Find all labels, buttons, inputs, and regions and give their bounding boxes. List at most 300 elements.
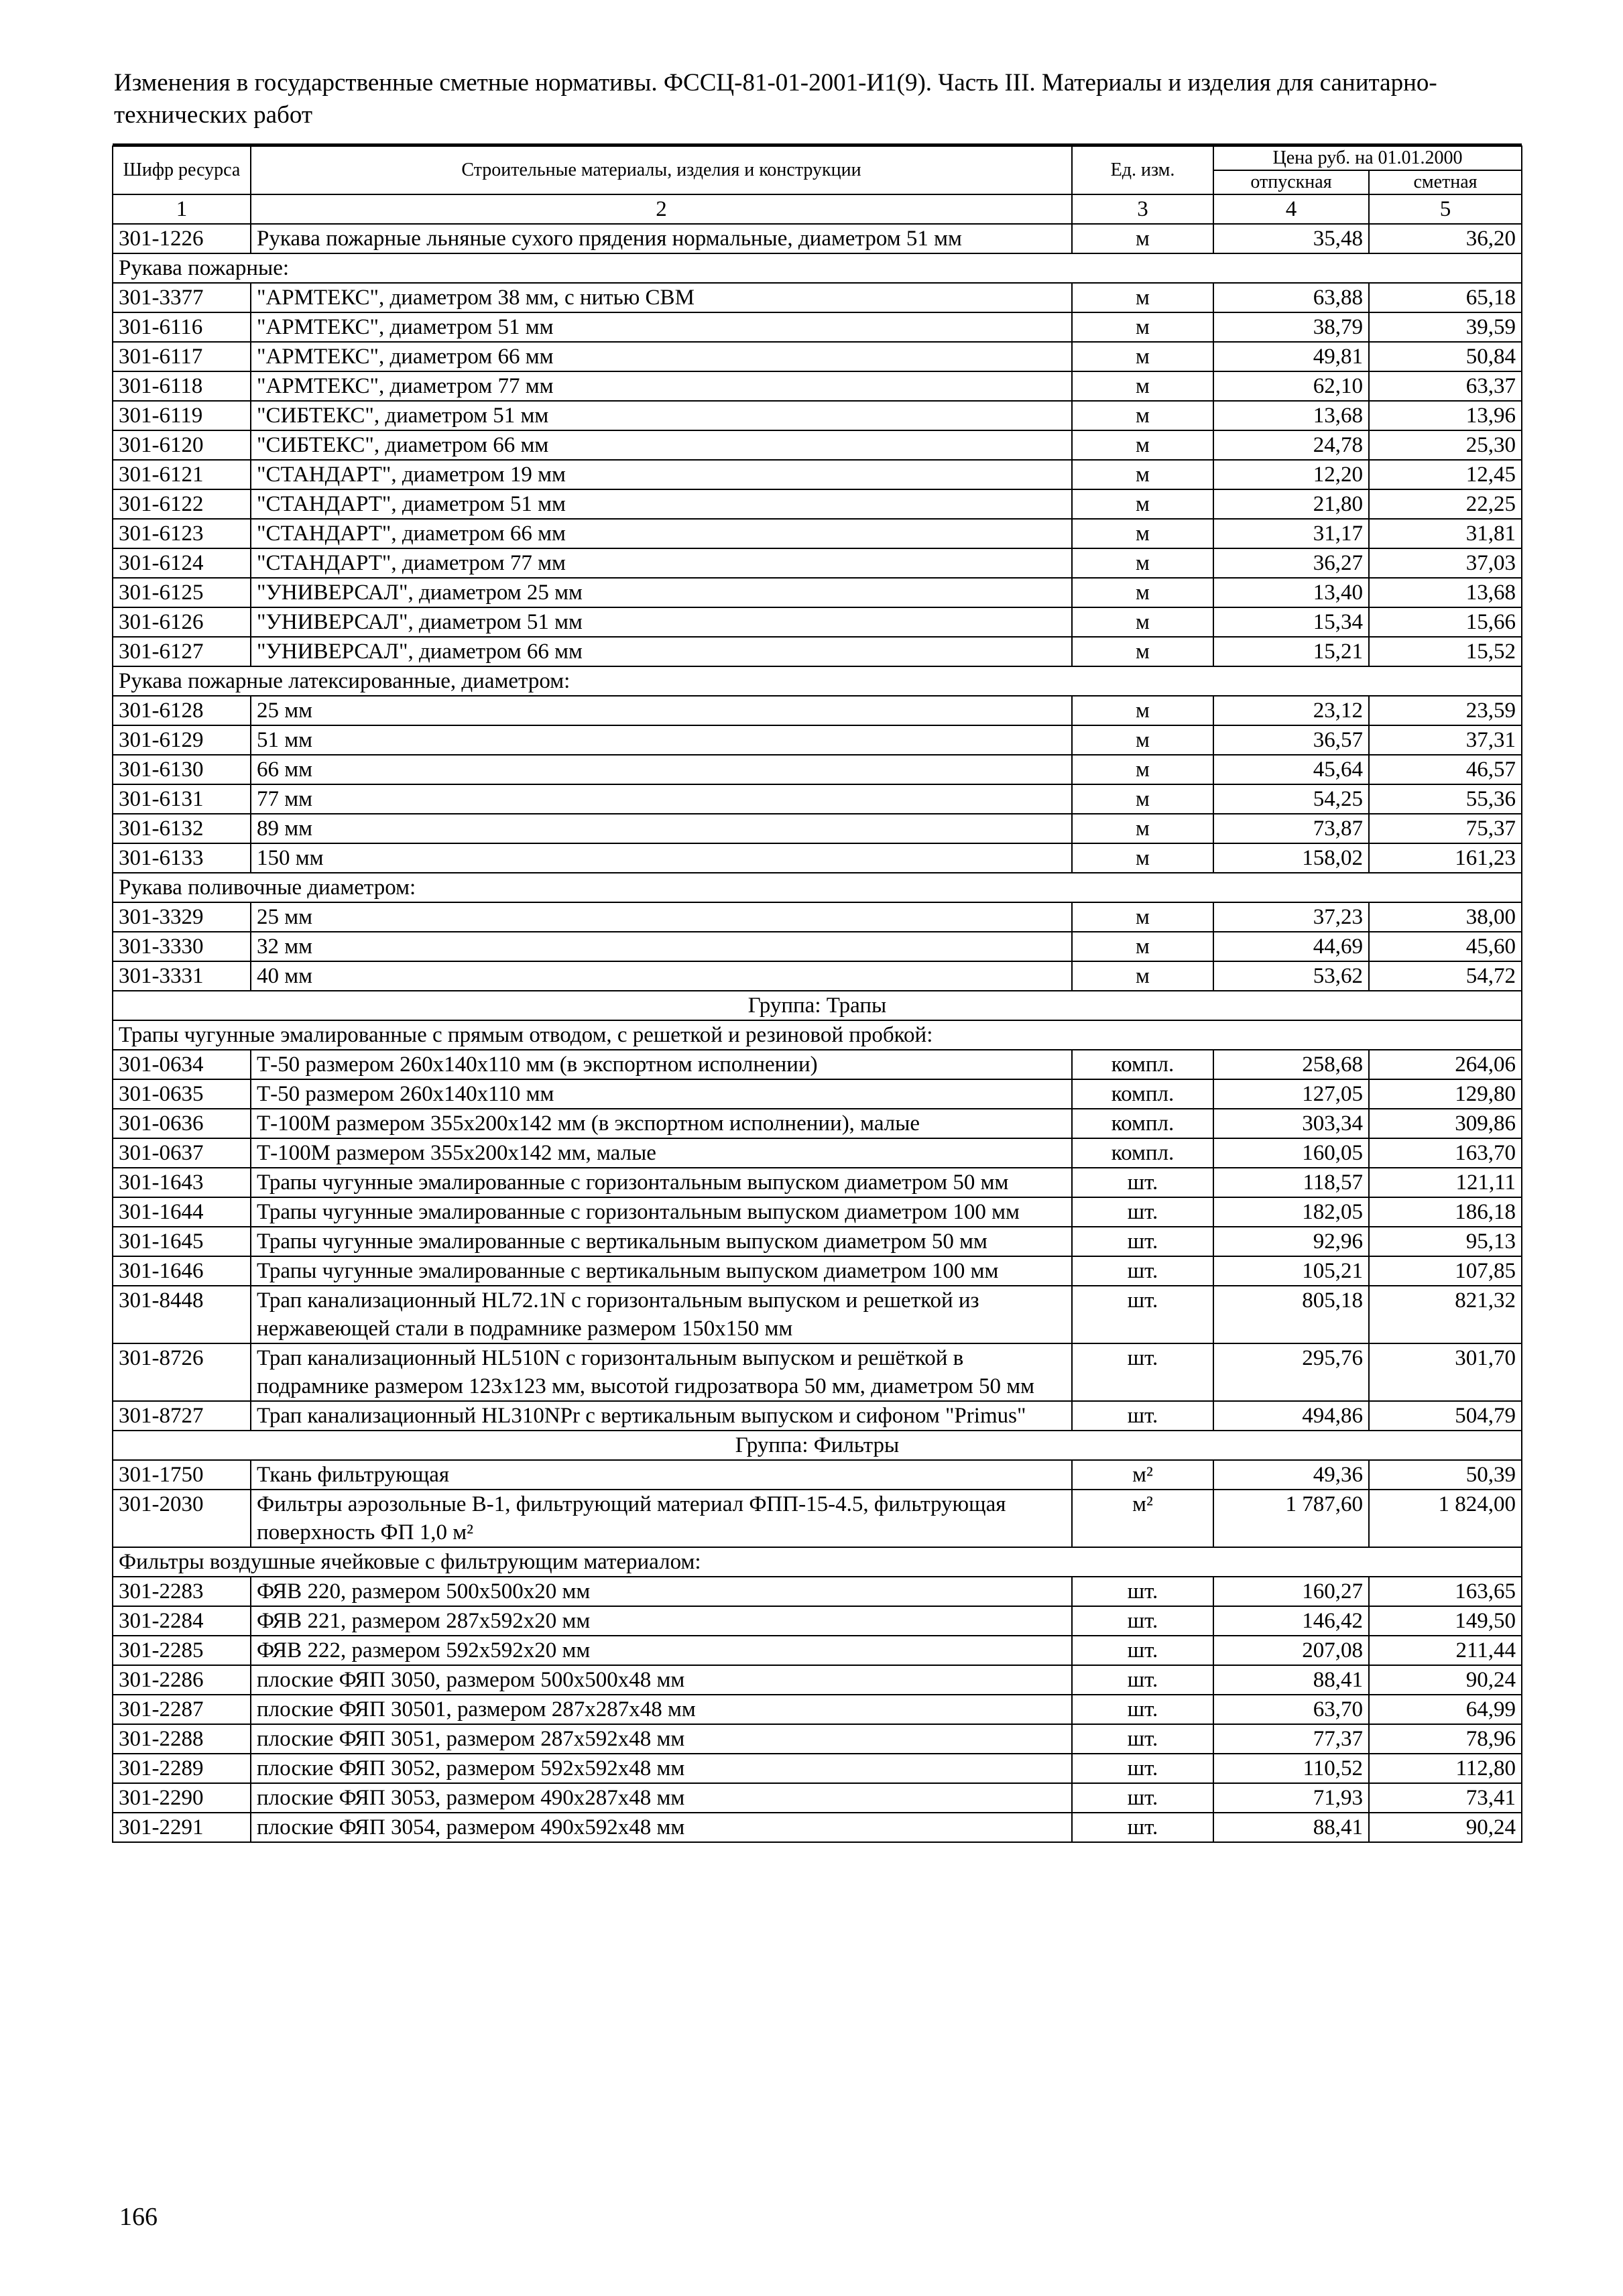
price-release-cell: 182,05 [1213,1197,1369,1227]
materials-table [112,145,1522,1843]
table-row [113,1343,1522,1401]
resource-code-cell: 301-6121 [113,460,251,489]
resource-code-cell: 301-8448 [113,1286,251,1343]
table-row [113,1197,1522,1227]
unit-cell: компл. [1072,1079,1213,1109]
price-release-cell: 105,21 [1213,1256,1369,1286]
resource-code-cell: 301-2291 [113,1813,251,1842]
table-row [113,519,1522,548]
material-name-cell: "СИБТЕКС", диаметром 66 мм [251,430,1072,460]
material-name-cell: 66 мм [251,755,1072,784]
table-row [113,1138,1522,1168]
price-estimate-cell: 121,11 [1369,1168,1522,1197]
material-name-cell: 25 мм [251,696,1072,725]
resource-code-cell: 301-8727 [113,1401,251,1431]
table-row [113,961,1522,991]
resource-code-cell: 301-6122 [113,489,251,519]
unit-cell: м [1072,430,1213,460]
price-estimate-cell: 73,41 [1369,1783,1522,1813]
unit-cell: компл. [1072,1109,1213,1138]
price-release-cell: 1 787,60 [1213,1490,1369,1547]
table-row [113,755,1522,784]
resource-code-cell: 301-6132 [113,814,251,843]
subheading-row [113,1547,1522,1577]
resource-code-cell: 301-6128 [113,696,251,725]
material-name-cell: 51 мм [251,725,1072,755]
material-name-cell: плоские ФЯП 3053, размером 490x287x48 мм [251,1783,1072,1813]
unit-cell: шт. [1072,1813,1213,1842]
material-name-cell: Трап канализационный HL310NPr с вертикальным выпуском и сифоном "Primus" [251,1401,1072,1431]
price-estimate-cell: 107,85 [1369,1256,1522,1286]
unit-cell: шт. [1072,1724,1213,1754]
material-name-cell: "СТАНДАРТ", диаметром 77 мм [251,548,1072,578]
price-release-cell: 118,57 [1213,1168,1369,1197]
material-name-cell: "СИБТЕКС", диаметром 51 мм [251,401,1072,430]
table-row [113,460,1522,489]
resource-code-cell: 301-1750 [113,1460,251,1490]
table-row [113,1490,1522,1547]
unit-cell: шт. [1072,1783,1213,1813]
table-row [113,1168,1522,1197]
material-name-cell: 89 мм [251,814,1072,843]
table-row [113,1079,1522,1109]
price-release-cell: 36,57 [1213,725,1369,755]
header-unit: Ед. изм. [1072,146,1213,194]
price-release-cell: 53,62 [1213,961,1369,991]
table-row [113,342,1522,371]
price-release-cell: 146,42 [1213,1606,1369,1636]
unit-cell: шт. [1072,1606,1213,1636]
unit-cell: шт. [1072,1168,1213,1197]
price-release-cell: 160,27 [1213,1577,1369,1606]
price-release-cell: 13,68 [1213,401,1369,430]
table-row [113,784,1522,814]
material-name-cell: 150 мм [251,843,1072,873]
group-heading-row [113,991,1522,1020]
price-estimate-cell: 36,20 [1369,224,1522,253]
table-row [113,1813,1522,1842]
price-estimate-cell: 22,25 [1369,489,1522,519]
price-estimate-cell: 63,37 [1369,371,1522,401]
table-row [113,814,1522,843]
unit-cell: шт. [1072,1343,1213,1401]
table-row [113,1256,1522,1286]
header-price: Цена руб. на 01.01.2000 [1213,146,1522,170]
resource-code-cell: 301-6133 [113,843,251,873]
material-name-cell: "АРМТЕКС", диаметром 51 мм [251,312,1072,342]
resource-code-cell: 301-6118 [113,371,251,401]
material-name-cell: плоские ФЯП 3054, размером 490x592x48 мм [251,1813,1072,1842]
material-name-cell: "СТАНДАРТ", диаметром 19 мм [251,460,1072,489]
resource-code-cell: 301-1643 [113,1168,251,1197]
subheading: Трапы чугунные эмалированные с прямым отводом, с решеткой и резиновой пробкой: [113,1020,1522,1050]
price-release-cell: 127,05 [1213,1079,1369,1109]
price-estimate-cell: 13,96 [1369,401,1522,430]
price-release-cell: 37,23 [1213,902,1369,932]
resource-code-cell: 301-6126 [113,607,251,637]
material-name-cell: "УНИВЕРСАЛ", диаметром 51 мм [251,607,1072,637]
material-name-cell: "СТАНДАРТ", диаметром 66 мм [251,519,1072,548]
price-release-cell: 62,10 [1213,371,1369,401]
price-estimate-cell: 64,99 [1369,1695,1522,1724]
material-name-cell: плоские ФЯП 30501, размером 287x287x48 мм [251,1695,1072,1724]
unit-cell: м [1072,607,1213,637]
price-release-cell: 23,12 [1213,696,1369,725]
resource-code-cell: 301-3330 [113,932,251,961]
price-release-cell: 77,37 [1213,1724,1369,1754]
table-row [113,371,1522,401]
unit-cell: м [1072,283,1213,312]
table-row [113,548,1522,578]
group-heading-row [113,1431,1522,1460]
table-row [113,1577,1522,1606]
price-release-cell: 38,79 [1213,312,1369,342]
unit-cell: шт. [1072,1286,1213,1343]
table-row [113,224,1522,253]
header-code: Шифр ресурса [113,146,251,194]
column-number: 4 [1213,194,1369,224]
table-row [113,401,1522,430]
resource-code-cell: 301-6119 [113,401,251,430]
resource-code-cell: 301-0636 [113,1109,251,1138]
resource-code-cell: 301-3331 [113,961,251,991]
resource-code-cell: 301-2287 [113,1695,251,1724]
unit-cell: м [1072,489,1213,519]
unit-cell: м [1072,401,1213,430]
price-release-cell: 303,34 [1213,1109,1369,1138]
resource-code-cell: 301-6131 [113,784,251,814]
material-name-cell: 40 мм [251,961,1072,991]
price-release-cell: 54,25 [1213,784,1369,814]
price-estimate-cell: 149,50 [1369,1606,1522,1636]
table-body [113,224,1522,1842]
table-row [113,1724,1522,1754]
material-name-cell: Трапы чугунные эмалированные с вертикальным выпуском диаметром 50 мм [251,1227,1072,1256]
unit-cell: компл. [1072,1138,1213,1168]
price-release-cell: 73,87 [1213,814,1369,843]
resource-code-cell: 301-6124 [113,548,251,578]
resource-code-cell: 301-1644 [113,1197,251,1227]
price-estimate-cell: 12,45 [1369,460,1522,489]
price-release-cell: 21,80 [1213,489,1369,519]
unit-cell: м [1072,843,1213,873]
header-price-estimate: сметная [1369,170,1522,194]
table-row [113,1227,1522,1256]
material-name-cell: "СТАНДАРТ", диаметром 51 мм [251,489,1072,519]
resource-code-cell: 301-6116 [113,312,251,342]
unit-cell: компл. [1072,1050,1213,1079]
unit-cell: м [1072,371,1213,401]
resource-code-cell: 301-6130 [113,755,251,784]
unit-cell: м² [1072,1460,1213,1490]
table-row [113,1109,1522,1138]
resource-code-cell: 301-2284 [113,1606,251,1636]
table-row [113,637,1522,666]
group-heading: Группа: Фильтры [113,1431,1522,1460]
table-row [113,725,1522,755]
table-row [113,902,1522,932]
price-estimate-cell: 31,81 [1369,519,1522,548]
price-estimate-cell: 90,24 [1369,1813,1522,1842]
price-estimate-cell: 55,36 [1369,784,1522,814]
unit-cell: шт. [1072,1577,1213,1606]
subheading: Фильтры воздушные ячейковые с фильтрующим материалом: [113,1547,1522,1577]
price-estimate-cell: 65,18 [1369,283,1522,312]
price-estimate-cell: 78,96 [1369,1724,1522,1754]
price-release-cell: 494,86 [1213,1401,1369,1431]
material-name-cell: ФЯВ 220, размером 500x500x20 мм [251,1577,1072,1606]
resource-code-cell: 301-6120 [113,430,251,460]
price-estimate-cell: 309,86 [1369,1109,1522,1138]
price-estimate-cell: 821,32 [1369,1286,1522,1343]
resource-code-cell: 301-8726 [113,1343,251,1401]
price-release-cell: 110,52 [1213,1754,1369,1783]
table-row [113,312,1522,342]
price-estimate-cell: 13,68 [1369,578,1522,607]
group-heading: Группа: Трапы [113,991,1522,1020]
table-row [113,1050,1522,1079]
resource-code-cell: 301-6123 [113,519,251,548]
subheading: Рукава поливочные диаметром: [113,873,1522,902]
price-release-cell: 295,76 [1213,1343,1369,1401]
resource-code-cell: 301-1226 [113,224,251,253]
unit-cell: м [1072,312,1213,342]
column-number: 3 [1072,194,1213,224]
price-release-cell: 31,17 [1213,519,1369,548]
price-release-cell: 49,81 [1213,342,1369,371]
resource-code-cell: 301-3377 [113,283,251,312]
material-name-cell: Т-50 размером 260x140x110 мм (в экспортном исполнении) [251,1050,1072,1079]
unit-cell: м [1072,548,1213,578]
resource-code-cell: 301-0637 [113,1138,251,1168]
unit-cell: шт. [1072,1197,1213,1227]
resource-code-cell: 301-1646 [113,1256,251,1286]
price-estimate-cell: 25,30 [1369,430,1522,460]
price-estimate-cell: 54,72 [1369,961,1522,991]
price-estimate-cell: 161,23 [1369,843,1522,873]
table-row [113,1460,1522,1490]
price-release-cell: 13,40 [1213,578,1369,607]
column-number-row [113,194,1522,224]
material-name-cell: "УНИВЕРСАЛ", диаметром 25 мм [251,578,1072,607]
table-row [113,578,1522,607]
table-row [113,932,1522,961]
column-number: 2 [251,194,1072,224]
page-header-title: Изменения в государственные сметные нормативы. ФССЦ-81-01-2001-И1(9). Часть III. Материалы и изделия для санитарно-технических работ [114,69,1437,129]
unit-cell: шт. [1072,1665,1213,1695]
table-row [113,1754,1522,1783]
table-row [113,696,1522,725]
resource-code-cell: 301-0635 [113,1079,251,1109]
material-name-cell: Рукава пожарные льняные сухого прядения нормальные, диаметром 51 мм [251,224,1072,253]
price-release-cell: 158,02 [1213,843,1369,873]
price-estimate-cell: 50,39 [1369,1460,1522,1490]
table-row [113,843,1522,873]
price-estimate-cell: 504,79 [1369,1401,1522,1431]
price-estimate-cell: 37,31 [1369,725,1522,755]
resource-code-cell: 301-6125 [113,578,251,607]
price-release-cell: 45,64 [1213,755,1369,784]
price-release-cell: 207,08 [1213,1636,1369,1665]
table-row [113,430,1522,460]
resource-code-cell: 301-2289 [113,1754,251,1783]
resource-code-cell: 301-2288 [113,1724,251,1754]
unit-cell: м [1072,637,1213,666]
unit-cell: шт. [1072,1256,1213,1286]
price-release-cell: 24,78 [1213,430,1369,460]
price-release-cell: 71,93 [1213,1783,1369,1813]
price-estimate-cell: 15,66 [1369,607,1522,637]
unit-cell: м [1072,578,1213,607]
price-release-cell: 258,68 [1213,1050,1369,1079]
unit-cell: м [1072,460,1213,489]
material-name-cell: "УНИВЕРСАЛ", диаметром 66 мм [251,637,1072,666]
resource-code-cell: 301-1645 [113,1227,251,1256]
material-name-cell: "АРМТЕКС", диаметром 38 мм, с нитью СВМ [251,283,1072,312]
resource-code-cell: 301-3329 [113,902,251,932]
material-name-cell: Трап канализационный HL510N с горизонтальным выпуском и решёткой в подрамнике размером 123x123 мм, высотой гидрозатвора 50 мм, диаметром 50 мм [251,1343,1072,1401]
price-estimate-cell: 211,44 [1369,1636,1522,1665]
material-name-cell: Ткань фильтрующая [251,1460,1072,1490]
unit-cell: м [1072,725,1213,755]
price-release-cell: 12,20 [1213,460,1369,489]
price-release-cell: 805,18 [1213,1286,1369,1343]
resource-code-cell: 301-6129 [113,725,251,755]
unit-cell: м² [1072,1490,1213,1547]
price-estimate-cell: 50,84 [1369,342,1522,371]
column-number: 5 [1369,194,1522,224]
unit-cell: шт. [1072,1695,1213,1724]
material-name-cell: Т-100М размером 355x200x142 мм, малые [251,1138,1072,1168]
resource-code-cell: 301-2290 [113,1783,251,1813]
unit-cell: м [1072,902,1213,932]
material-name-cell: Трапы чугунные эмалированные с вертикальным выпуском диаметром 100 мм [251,1256,1072,1286]
price-estimate-cell: 46,57 [1369,755,1522,784]
material-name-cell: 25 мм [251,902,1072,932]
subheading-row [113,873,1522,902]
price-release-cell: 160,05 [1213,1138,1369,1168]
unit-cell: м [1072,755,1213,784]
price-estimate-cell: 301,70 [1369,1343,1522,1401]
price-release-cell: 88,41 [1213,1665,1369,1695]
table-row [113,283,1522,312]
price-estimate-cell: 75,37 [1369,814,1522,843]
price-estimate-cell: 39,59 [1369,312,1522,342]
price-release-cell: 15,21 [1213,637,1369,666]
price-estimate-cell: 129,80 [1369,1079,1522,1109]
unit-cell: м [1072,224,1213,253]
table-row [113,1401,1522,1431]
material-name-cell: плоские ФЯП 3051, размером 287x592x48 мм [251,1724,1072,1754]
price-release-cell: 49,36 [1213,1460,1369,1490]
unit-cell: шт. [1072,1636,1213,1665]
price-release-cell: 44,69 [1213,932,1369,961]
material-name-cell: "АРМТЕКС", диаметром 66 мм [251,342,1072,371]
material-name-cell: плоские ФЯП 3050, размером 500x500x48 мм [251,1665,1072,1695]
subheading: Рукава пожарные: [113,253,1522,283]
price-estimate-cell: 1 824,00 [1369,1490,1522,1547]
price-estimate-cell: 23,59 [1369,696,1522,725]
price-release-cell: 92,96 [1213,1227,1369,1256]
price-estimate-cell: 264,06 [1369,1050,1522,1079]
unit-cell: м [1072,814,1213,843]
subheading: Рукава пожарные латексированные, диаметром: [113,666,1522,696]
table-row [113,1783,1522,1813]
table-row [113,607,1522,637]
material-name-cell: ФЯВ 221, размером 287x592x20 мм [251,1606,1072,1636]
resource-code-cell: 301-0634 [113,1050,251,1079]
price-estimate-cell: 163,70 [1369,1138,1522,1168]
unit-cell: м [1072,519,1213,548]
unit-cell: м [1072,784,1213,814]
table-row [113,1695,1522,1724]
page-number: 166 [119,2203,158,2231]
unit-cell: м [1072,961,1213,991]
header-name: Строительные материалы, изделия и конструкции [251,146,1072,194]
table-row [113,1606,1522,1636]
unit-cell: м [1072,932,1213,961]
material-name-cell: 32 мм [251,932,1072,961]
price-estimate-cell: 90,24 [1369,1665,1522,1695]
material-name-cell: ФЯВ 222, размером 592x592x20 мм [251,1636,1072,1665]
material-name-cell: 77 мм [251,784,1072,814]
subheading-row [113,253,1522,283]
resource-code-cell: 301-2286 [113,1665,251,1695]
resource-code-cell: 301-6117 [113,342,251,371]
price-estimate-cell: 38,00 [1369,902,1522,932]
material-name-cell: Фильтры аэрозольные В-1, фильтрующий материал ФПП-15-4.5, фильтрующая поверхность ФП 1,0 м² [251,1490,1072,1547]
unit-cell: шт. [1072,1401,1213,1431]
price-release-cell: 36,27 [1213,548,1369,578]
table-row [113,489,1522,519]
price-release-cell: 88,41 [1213,1813,1369,1842]
price-estimate-cell: 15,52 [1369,637,1522,666]
price-estimate-cell: 112,80 [1369,1754,1522,1783]
price-release-cell: 63,88 [1213,283,1369,312]
unit-cell: шт. [1072,1227,1213,1256]
unit-cell: шт. [1072,1754,1213,1783]
material-name-cell: Трапы чугунные эмалированные с горизонтальным выпуском диаметром 100 мм [251,1197,1072,1227]
price-estimate-cell: 186,18 [1369,1197,1522,1227]
material-name-cell: плоские ФЯП 3052, размером 592x592x48 мм [251,1754,1072,1783]
resource-code-cell: 301-2285 [113,1636,251,1665]
column-number: 1 [113,194,251,224]
material-name-cell: "АРМТЕКС", диаметром 77 мм [251,371,1072,401]
subheading-row [113,1020,1522,1050]
price-release-cell: 63,70 [1213,1695,1369,1724]
table-row [113,1286,1522,1343]
price-estimate-cell: 95,13 [1369,1227,1522,1256]
header-price-release: отпускная [1213,170,1369,194]
material-name-cell: Трап канализационный HL72.1N с горизонтальным выпуском и решеткой из нержавеющей стали в подрамнике размером 150x150 мм [251,1286,1072,1343]
table-row [113,1636,1522,1665]
subheading-row [113,666,1522,696]
resource-code-cell: 301-2030 [113,1490,251,1547]
material-name-cell: Т-50 размером 260x140x110 мм [251,1079,1072,1109]
resource-code-cell: 301-2283 [113,1577,251,1606]
price-release-cell: 35,48 [1213,224,1369,253]
resource-code-cell: 301-6127 [113,637,251,666]
price-estimate-cell: 45,60 [1369,932,1522,961]
unit-cell: м [1072,342,1213,371]
price-release-cell: 15,34 [1213,607,1369,637]
material-name-cell: Т-100М размером 355x200x142 мм (в экспортном исполнении), малые [251,1109,1072,1138]
price-estimate-cell: 163,65 [1369,1577,1522,1606]
price-estimate-cell: 37,03 [1369,548,1522,578]
material-name-cell: Трапы чугунные эмалированные с горизонтальным выпуском диаметром 50 мм [251,1168,1072,1197]
table-row [113,1665,1522,1695]
unit-cell: м [1072,696,1213,725]
